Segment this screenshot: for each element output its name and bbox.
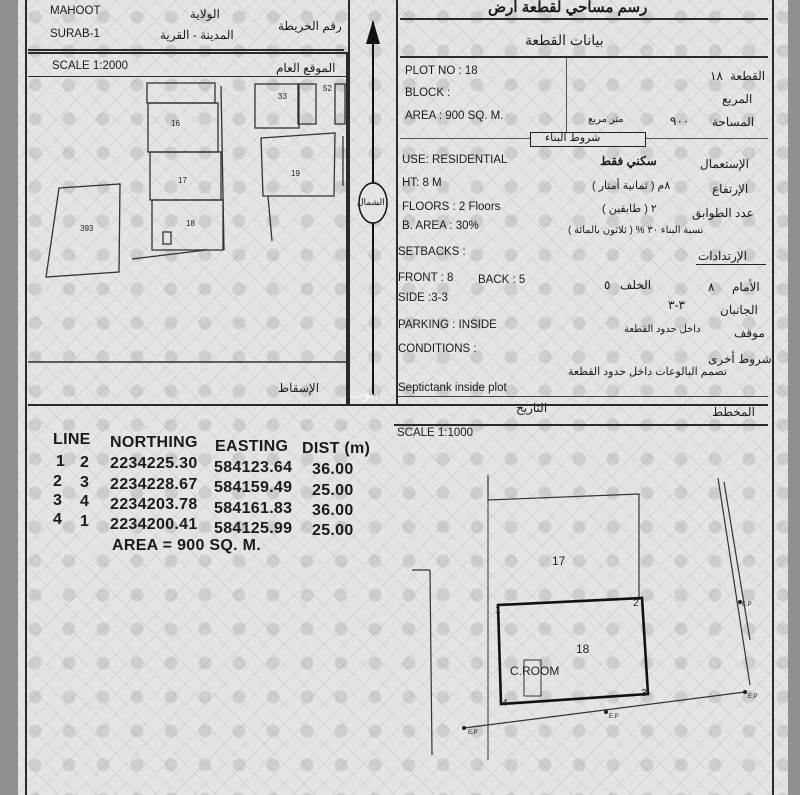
plot-outline-52 (298, 84, 316, 124)
watermark: بيوت (350, 385, 379, 401)
back: BACK : 5 (478, 274, 526, 286)
block: BLOCK : (405, 87, 451, 99)
ep-label: E.P (609, 714, 619, 720)
plan-border (394, 424, 768, 426)
plot-outline-33 (255, 84, 299, 128)
plot-label-17: 17 (178, 176, 187, 185)
corner-1: 1 (495, 605, 501, 616)
plot-18-label: 18 (576, 642, 590, 656)
location-map-sketch (28, 76, 346, 406)
plot-label-18: 18 (186, 219, 195, 228)
area-val-ar: ٩٠٠ (670, 114, 690, 128)
plot-outline-16 (148, 103, 218, 152)
parking: PARKING : INSIDE (398, 319, 497, 331)
corner-2: 2 (633, 598, 639, 609)
back-ar: الخلف (620, 278, 652, 292)
plot-outline-19 (261, 133, 335, 196)
parking-val-ar: داخل حدود القطعة (624, 324, 701, 335)
floors-val-ar: ٢ ( طابقين ) (602, 203, 657, 215)
ep-label: E.P (468, 730, 478, 736)
croom-small (163, 232, 171, 244)
wilaya-en: MAHOOT (50, 5, 101, 17)
plan-ar: المخطط (712, 405, 755, 419)
survey-title-ar: رسم مساحي لقطعة أرض (488, 0, 648, 16)
plot-info-mid-rule (566, 58, 567, 138)
ht-ar: الإرتفاع (712, 182, 749, 196)
lower-panel (28, 404, 768, 406)
front-ar: الأمام (732, 280, 760, 294)
floors: FLOORS : 2 Floors (402, 201, 501, 213)
plot-label-16: 16 (171, 119, 180, 128)
plan-scale: SCALE 1:1000 (397, 427, 474, 439)
date-rule (398, 396, 768, 397)
header-divider (28, 49, 344, 51)
conditions: CONDITIONS : (398, 343, 477, 355)
side-ar: الجانبان (720, 303, 758, 317)
corner-3: 3 (641, 688, 647, 699)
other-ar: شروط أخرى (708, 352, 772, 366)
area: AREA : 900 SQ. M. (405, 110, 504, 122)
floors-ar: عدد الطوابق (692, 206, 754, 220)
city-village-ar: المدينة - القرية (160, 28, 234, 42)
title-divider (400, 18, 768, 20)
b-area-ar: نسبة البناء ٣٠ % ( ثلاثون بالمائة ) (568, 225, 704, 236)
location-scale: SCALE 1:2000 (52, 60, 129, 72)
plot-label-19: 19 (291, 169, 300, 178)
north-label-ar: الشمال (357, 197, 385, 207)
setbacks: SETBACKS : (398, 246, 466, 258)
parking-ar: موقف (734, 326, 765, 340)
ep-marker (604, 710, 608, 714)
area-ar: المساحة (712, 115, 755, 129)
village-en: SURAB-1 (50, 28, 100, 40)
plot-17-label: 17 (552, 554, 566, 568)
ep-label: E.P (748, 694, 758, 700)
plot-ar: القطعة (730, 69, 766, 83)
plot-18-outline (498, 598, 648, 704)
croom-label: C.ROOM (510, 664, 560, 678)
ep-label: E.P (742, 602, 752, 608)
site-plan (400, 460, 768, 760)
col-northing: NORTHING (110, 434, 198, 451)
use-ar: الإستعمال (700, 157, 749, 171)
plot-outline-upper (147, 83, 215, 103)
back-val-ar: ٥ (604, 278, 611, 292)
setbacks-ar: الإرتدادات (698, 249, 747, 263)
ep-marker (462, 726, 466, 730)
b-area: B. AREA : 30% (402, 220, 479, 232)
front: FRONT : 8 (398, 272, 454, 284)
plot-no: PLOT NO : 18 (405, 65, 478, 77)
col-dist: DIST (m) (302, 440, 371, 457)
date-ar: التاريخ (516, 401, 548, 415)
col-line: LINE (53, 431, 91, 448)
side: SIDE :3-3 (398, 292, 448, 304)
front-val-ar: ٨ (708, 280, 715, 294)
building-conditions-ar: شروط البناء (545, 132, 601, 144)
table-area: AREA = 900 SQ. M. (112, 537, 261, 554)
area-unit-ar: متر مربع (588, 114, 624, 125)
corner-4: 4 (502, 698, 508, 709)
plot-label-33: 33 (278, 92, 287, 101)
col-easting: EASTING (215, 438, 289, 455)
plot-label-393: 393 (80, 224, 94, 233)
setbacks-rule (696, 264, 766, 265)
ht: HT: 8 M (402, 177, 442, 189)
plot-data-ar: بيانات القطعة (525, 32, 604, 48)
plot-17-outline (488, 475, 639, 600)
plot-label-52: 52 (323, 84, 332, 93)
plot-no-val-ar: ١٨ (710, 69, 723, 83)
ht-val-ar: ٨م ( ثمانية أمتار ) (592, 180, 671, 192)
map-no-ar: رقم الخريطة (278, 19, 342, 33)
septic: Septictank inside plot (398, 382, 507, 394)
wilaya-ar: الولاية (190, 7, 220, 21)
septic-ar: تصمم البالوعات داخل حدود القطعة (568, 366, 727, 378)
use-val-ar: سكني فقط (600, 154, 657, 168)
projection-ar: الإسقاط (278, 381, 320, 395)
use: USE: RESIDENTIAL (402, 154, 508, 166)
side-val-ar: ٣-٣ (668, 298, 685, 312)
location-title-ar: الموقع العام (276, 61, 336, 75)
ep-marker (743, 690, 747, 694)
block-ar: المربع (722, 92, 753, 106)
